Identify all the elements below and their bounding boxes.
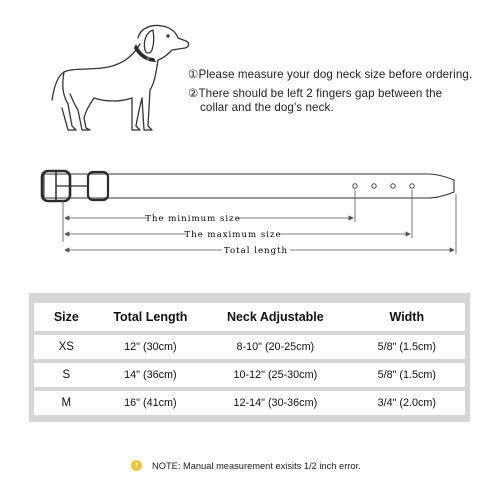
instruction-1: ①Please measure your dog neck size before ordering. bbox=[188, 68, 473, 81]
cell-width: 3/4" (2.0cm) bbox=[349, 391, 465, 415]
max-size-label: The maximum size bbox=[184, 230, 282, 240]
table-row bbox=[34, 335, 465, 359]
header-width: Width bbox=[349, 303, 465, 331]
table-row bbox=[34, 363, 465, 387]
cell-size: XS bbox=[34, 335, 99, 359]
warning-icon: ! bbox=[131, 460, 142, 471]
header-total-length: Total Length bbox=[99, 303, 202, 331]
table-header-row bbox=[34, 303, 465, 331]
header-neck-adjustable: Neck Adjustable bbox=[202, 303, 349, 331]
cell-size: S bbox=[34, 363, 99, 387]
header-size: Size bbox=[34, 303, 99, 331]
min-size-label: The minimum size bbox=[145, 214, 241, 224]
total-length-label: Total length bbox=[223, 246, 289, 256]
dog-illustration bbox=[40, 14, 200, 144]
cell-size: M bbox=[34, 391, 99, 415]
collar-strap bbox=[44, 174, 454, 198]
cell-total-length: 16" (41cm) bbox=[99, 391, 202, 415]
cell-neck-adjustable: 10-12" (25-30cm) bbox=[202, 363, 349, 387]
cell-total-length: 12" (30cm) bbox=[99, 335, 202, 359]
collar-diagram bbox=[36, 168, 466, 258]
cell-neck-adjustable: 8-10" (20-25cm) bbox=[202, 335, 349, 359]
cell-width: 5/8" (1.5cm) bbox=[349, 363, 465, 387]
size-table bbox=[34, 299, 465, 419]
instruction-2-continued: collar and the dog's neck. bbox=[200, 101, 334, 114]
instruction-2: ②There should be left 2 fingers gap between the bbox=[188, 87, 443, 100]
cell-neck-adjustable: 12-14" (30-36cm) bbox=[202, 391, 349, 415]
note bbox=[131, 460, 361, 471]
table-row bbox=[34, 391, 465, 415]
size-table-frame bbox=[29, 293, 470, 422]
note-text: NOTE: Manual measurement exisits 1/2 inch error. bbox=[152, 460, 361, 471]
cell-width: 5/8" (1.5cm) bbox=[349, 335, 465, 359]
cell-total-length: 14" (36cm) bbox=[99, 363, 202, 387]
